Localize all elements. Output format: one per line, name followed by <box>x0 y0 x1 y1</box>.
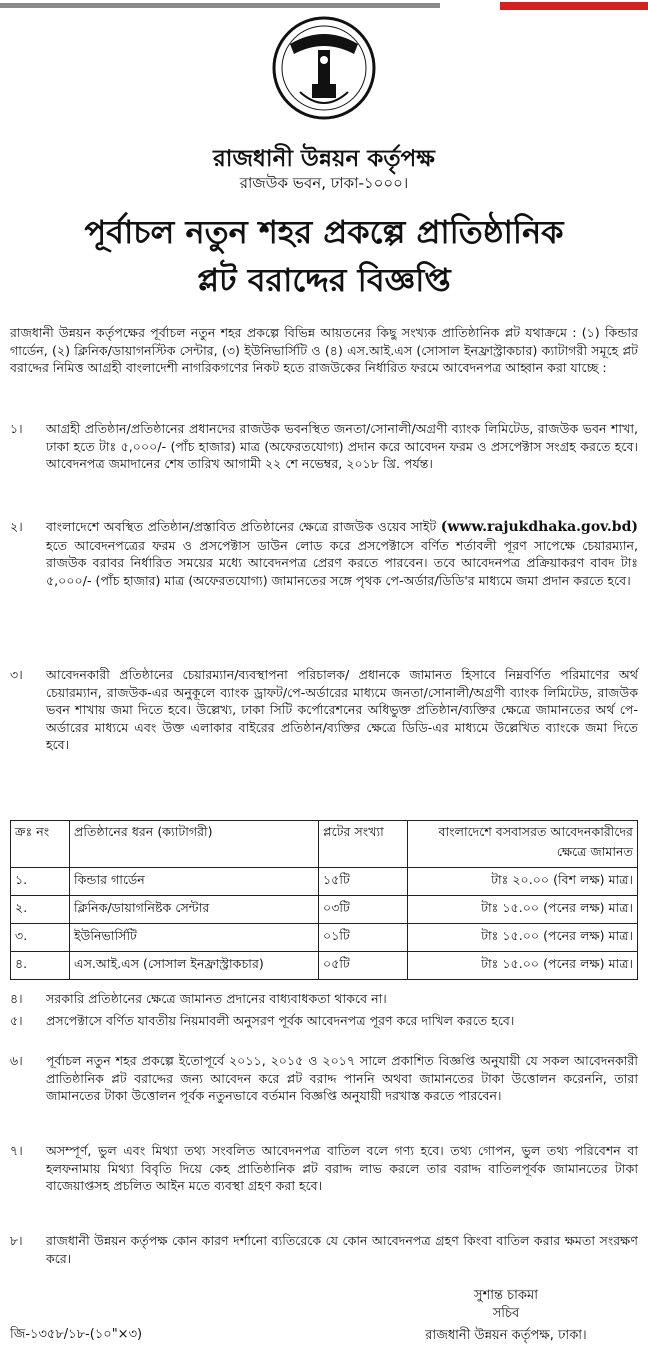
item-text: রাজধানী উন্নয়ন কর্তৃপক্ষ কোন কারণ দর্শানো ব্যতিরেকে যে কোন আবেদনপত্র গ্রহণ কিংবা বাতিল করার ক্ষমতা সংরক্ষণ করে। <box>46 1233 638 1266</box>
gray-rule <box>0 3 440 8</box>
website-link[interactable]: (www.rajukdhaka.gov.bd) <box>440 519 638 535</box>
signatory-title: সচিব <box>492 1306 520 1321</box>
headline-line1: পূর্বাচল নতুন শহর প্রকল্পে প্রাতিষ্ঠানিক <box>84 213 564 251</box>
cell-deposit: টাঃ ২০.০০ (বিশ লক্ষ) মাত্র। <box>408 868 638 896</box>
rajuk-logo <box>270 14 378 122</box>
cell-serial: ৩. <box>11 924 70 952</box>
item-text-pre: বাংলাদেশে অবস্থিত প্রতিষ্ঠান/প্রস্তাবিত প্রতিষ্ঠানের ক্ষেত্রে রাজউক ওয়েব সাইট <box>46 519 441 534</box>
top-decor-bar <box>0 0 648 12</box>
item-text-post: হতে আবেদনপত্রের ফরম ও প্রসপেক্টাস ডাউন লোড করে প্রসপেক্টাসে বর্ণিত শর্তাবলী পূরণ সাপেক্ষে চেয়ারম্যান, রাজউক বরাবর নির্ধারিত সময়ের মধ্যে আবেদনপত্র প্রেরণ করতে পারবেন। তবে আবেদনপত্র প্রক্রিয়াকরণ বাবদ টাঃ ৫,০০০/- (পাঁচ হাজার) মাত্র (অফেরতযোগ্য) জামানতের সঙ্গে পৃথক পে-অর্ডার/ডিডি'র মাধ্যমে জমা প্রদান করতে হবে। <box>46 537 638 588</box>
item-text: আগ্রহী প্রতিষ্ঠান/প্রতিষ্ঠানের প্রধানদের রাজউক ভবনস্থিত জনতা/সোনালী/অগ্রণী ব্যাংক লিমিটেড, রাজউক ভবন শাখা, ঢাকা হতে টাঃ ৫,০০০/- (পাঁচ হাজার) মাত্র (অফেরতযোগ্য) প্রদান করে আবেদন ফরম ও প্রসপেক্টাস সংগ্রহ করতে হবে। আবেদনপত্র জমাদানের শেষ তারিখ আগামী ২২ শে নভেম্বর, ২০১৮ খ্রি. পর্যন্ত। <box>46 421 638 471</box>
org-address: রাজউক ভবন, ঢাকা-১০০০। <box>239 174 409 192</box>
cell-category: এস.আই.এস (সোসাল ইনফ্রাস্ট্রাকচার) <box>70 952 319 980</box>
col-header-category: প্রতিষ্ঠানের ধরন (ক্যাটাগরী) <box>70 821 319 868</box>
list-item <box>10 666 638 754</box>
cell-plot-count: ০১টি <box>319 924 408 952</box>
item-text: পূর্বাচল নতুন শহর প্রকল্পে ইতোপূর্বে ২০১১, ২০১৫ ও ২০১৭ সালে প্রকাশিত বিজ্ঞপ্তি অনুযায়ী যে সকল আবেদনকারী প্রাতিষ্ঠানিক প্লট বরাদ্দের জন্য আবেদন করে প্লট বরাদ্দ পাননি অথবা জামানতের টাকা উত্তোলন করেননি, তারা জামানতের টাকা উত্তোলন পূর্বক নতুনভাবে বর্তমান বিজ্ঞপ্তি অনুযায়ী দরখাস্ত করতে পারবেন। <box>46 1053 638 1103</box>
item-text: অসম্পূর্ণ, ভুল এবং মিথ্যা তথ্য সংবলিত আবেদনপত্র বাতিল বলে গণ্য হবে। তথ্য গোপন, ভুল তথ্য পরিবেশন বা হলফনামায় মিথ্যা বিবৃতি দিয়ে কেহ প্রাতিষ্ঠানিক প্লট বরাদ্দ লাভ করলে তার বরাদ্দ বাতিলপূর্বক জামানতের টাকা বাজেয়াপ্তসহ প্রচলিত আইন মতে ব্যবস্থা গ্রহণ করা হবে। <box>46 1143 638 1193</box>
cell-plot-count: ০৩টি <box>319 896 408 924</box>
col-header-serial: ক্রঃ নং <box>11 821 70 868</box>
reference-code: জি-১৩৫৮/১৮-(১০"×৩) <box>10 1327 143 1342</box>
item-text: সরকারি প্রতিষ্ঠানের ক্ষেত্রে জামানত প্রদানের বাধ্যবাধকতা থাকবে না। <box>46 991 387 1006</box>
headline-line2: প্লট বরাদ্দের বিজ্ঞপ্তি <box>197 261 451 299</box>
table-header-row <box>11 821 638 868</box>
item-number: ৬। <box>10 1053 23 1068</box>
col-header-deposit: বাংলাদেশে বসবাসরত আবেদনকারীদের ক্ষেত্রে জামানত <box>408 821 638 868</box>
table-row <box>11 952 638 980</box>
item-number: ১। <box>10 421 23 436</box>
item-number: ৩। <box>10 667 23 682</box>
intro-paragraph: রাজধানী উন্নয়ন কর্তৃপক্ষের পূর্বাচল নতুন শহর প্রকল্পে বিভিন্ন আয়তনের কিছু সংখ্যক প্রাতিষ্ঠানিক প্লট যথাক্রমে : (১) কিন্ডার গার্ডেন, (২) ক্লিনিক/ডায়াগনস্টিক সেন্টার, (৩) ইউনিভার্সিটি ও (৪) এস.আই.এস (সোসাল ইনফ্রাস্ট্রাকচার) ক্যাটাগরী সমূহে প্লট বরাদ্দের নিমিত্ত আগ্রহী বাংলাদেশী নাগরিকগণের নিকট হতে রাজউকের নির্ধারিত ফরমে আবেদনপত্র আহ্বান করা যাচ্ছে : <box>10 325 638 375</box>
list-item <box>10 1232 638 1267</box>
list-item <box>10 420 638 473</box>
table-row <box>11 924 638 952</box>
col-header-plot-count: প্লটের সংখ্যা <box>319 821 408 868</box>
signatory-org: রাজধানী উন্নয়ন কর্তৃপক্ষ, ঢাকা। <box>425 1328 587 1343</box>
list-item <box>10 518 638 589</box>
item-number: ৫। <box>10 1013 23 1028</box>
list-item <box>10 1012 638 1030</box>
list-item <box>10 1052 638 1105</box>
cell-plot-count: ১৫টি <box>319 868 408 896</box>
cell-category: ক্লিনিক/ডায়াগনিষ্টক সেন্টার <box>70 896 319 924</box>
cell-plot-count: ০৫টি <box>319 952 408 980</box>
item-number: ৪। <box>10 991 23 1006</box>
list-item <box>10 990 638 1008</box>
cell-deposit: টাঃ ১৫.০০ (পনের লক্ষ) মাত্র। <box>408 896 638 924</box>
item-text: আবেদনকারী প্রতিষ্ঠানের চেয়ারম্যান/ব্যবস্থাপনা পরিচালক/ প্রধানকে জামানত হিসাবে নিম্নবর্ণিত পরিমাণের অর্থ চেয়ারম্যান, রাজউক-এর অনুকূলে ব্যাংক ড্রাফট/পে-অর্ডারের মাধ্যমে জনতা/সোনালী/অগ্রণী ব্যাংক লিমিটেড, রাজউক ভবন শাখায় জমা দিতে হবে। উল্লেখ্য, ঢাকা সিটি কর্পোরেশনের অধিভুক্ত প্রতিষ্ঠান/ব্যক্তির ক্ষেত্রে জামানতের অর্থ পে-অর্ডারের মাধ্যমে এবং উক্ত এলাকার বাইরের প্রতিষ্ঠান/ব্যক্তির ক্ষেত্রে ডিডি-এর মাধ্যমে উল্লেখিত ব্যাংকে জমা দিতে হবে। <box>46 667 638 752</box>
item-number: ২। <box>10 519 23 534</box>
org-name: রাজধানী উন্নয়ন কর্তৃপক্ষ <box>213 146 435 172</box>
cell-deposit: টাঃ ১৫.০০ (পনের লক্ষ) মাত্র। <box>408 952 638 980</box>
item-number: ৮। <box>10 1233 23 1248</box>
table-row <box>11 868 638 896</box>
list-item <box>10 1142 638 1195</box>
cell-serial: ১. <box>11 868 70 896</box>
allocation-table <box>10 820 638 980</box>
item-text: প্রসপেক্টাসে বর্ণিত যাবতীয় নিয়মাবলী অনুসরণ পূর্বক আবেদনপত্র পূরণ করে দাখিল করতে হবে। <box>46 1013 515 1028</box>
cell-serial: ৪. <box>11 952 70 980</box>
cell-category: কিন্ডার গার্ডেন <box>70 868 319 896</box>
cell-serial: ২. <box>11 896 70 924</box>
item-number: ৭। <box>10 1143 23 1158</box>
cell-category: ইউনিভার্সিটি <box>70 924 319 952</box>
red-rule <box>500 2 648 10</box>
table-row <box>11 896 638 924</box>
cell-deposit: টাঃ ১৫.০০ (পনের লক্ষ) মাত্র। <box>408 924 638 952</box>
signatory-name: সুশান্ত চাকমা <box>473 1288 538 1303</box>
item-text <box>46 518 638 589</box>
